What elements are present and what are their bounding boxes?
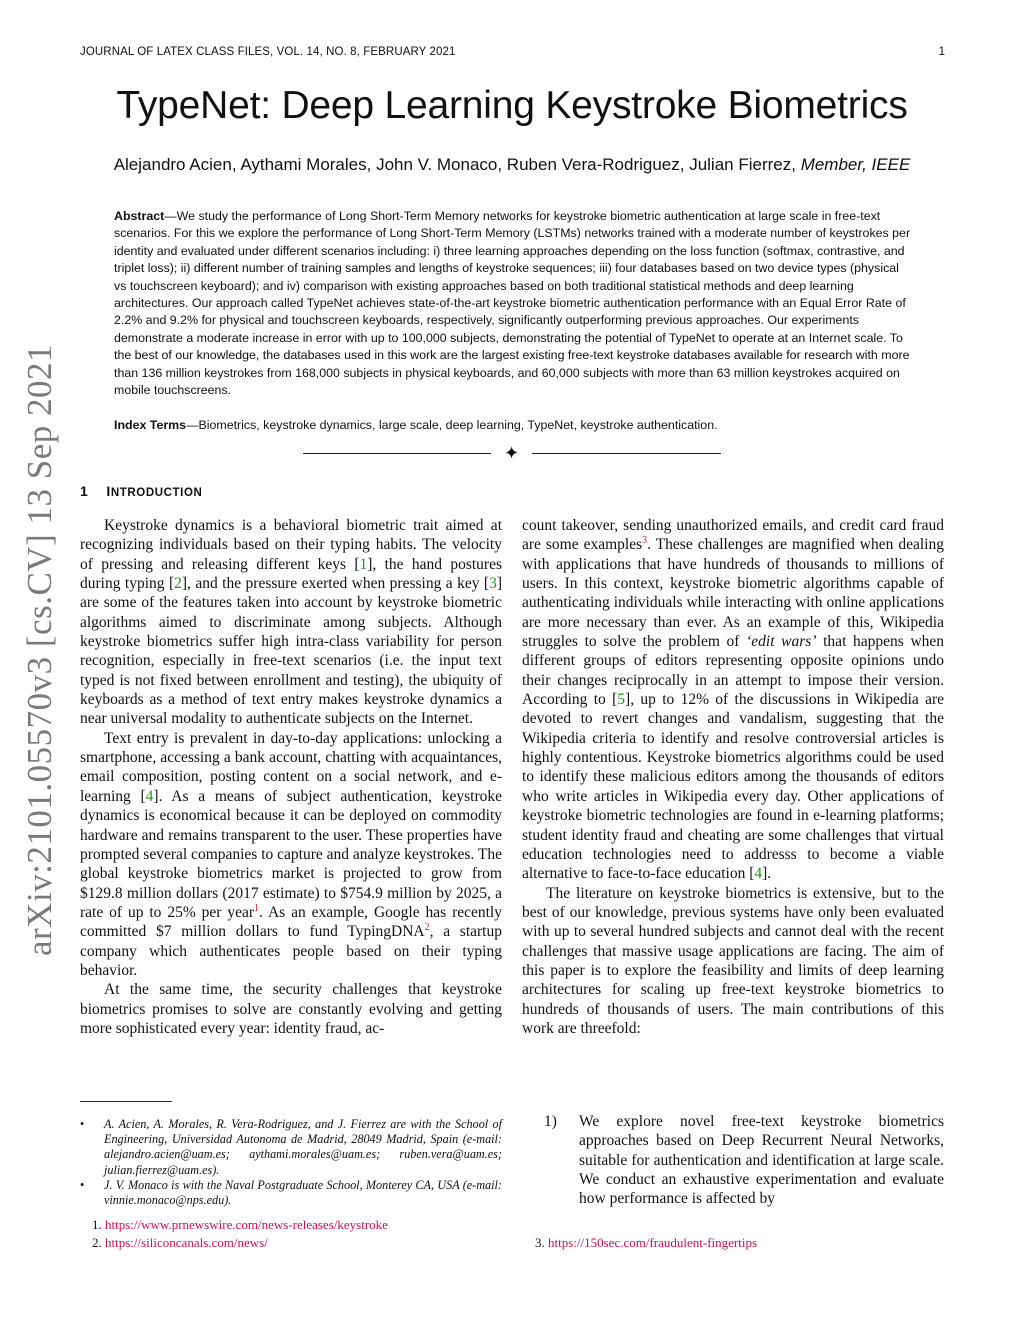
footnote-number: 1. bbox=[92, 1217, 102, 1232]
citation-link[interactable]: 1 bbox=[359, 555, 368, 573]
authors-names: Alejandro Acien, Aythami Morales, John V. Monaco, Ruben Vera-Rodriguez, Julian Fierrez, bbox=[113, 155, 796, 174]
section-number: 1 bbox=[80, 483, 89, 499]
bullet-icon: • bbox=[80, 1178, 85, 1192]
footnote-url-link[interactable]: https://150sec.com/fraudulent-fingertips bbox=[548, 1235, 758, 1250]
bullet-icon: • bbox=[80, 1117, 85, 1131]
index-terms-label: Index Terms bbox=[114, 418, 187, 432]
abstract bbox=[114, 208, 914, 399]
contribution-item bbox=[522, 1112, 944, 1209]
citation-link[interactable]: 4 bbox=[145, 787, 154, 805]
footnote-marker[interactable]: 3 bbox=[642, 535, 648, 547]
running-head: JOURNAL OF LATEX CLASS FILES, VOL. 14, NO. 8, FEBRUARY 2021 bbox=[80, 46, 456, 58]
footnote-url-link[interactable]: https://siliconcanals.com/news/ bbox=[105, 1235, 268, 1250]
separator-rule-left bbox=[303, 453, 491, 454]
contribution-number: 1) bbox=[544, 1113, 557, 1130]
citation-link[interactable]: 4 bbox=[754, 865, 763, 883]
section-heading bbox=[80, 483, 202, 499]
body-right-column bbox=[522, 516, 944, 1038]
abstract-text: —We study the performance of Long Short-Term Memory networks for keystroke biometric authentication at large scale in free-text scenarios. For this we explore the performance of Long Short-Term Memory (LSTMs) networks trained with a moderate number of keystrokes per identity and evaluated under different scenarios including: i) three learning approaches depending on the loss function (softmax, contrastive, and triplet loss); ii) different number of training samples and lengths of keystroke sequences; iii) four databases based on two device types (physical vs touchscreen keyboard); and iv) comparison with existing approaches based on both traditional statistical methods and deep learning architectures. Our approach called TypeNet achieves state-of-the-art keystroke biometric authentication performance with an Equal Error Rate of 2.2% and 9.2% for physical and touchscreen keyboards, respectively, significantly outperforming previous approaches. Our experiments demonstrate a moderate increase in error with up to 100,000 subjects, demonstrating the potential of TypeNet to operate at an Internet scale. To the best of our knowledge, the databases used in this work are the largest existing free-text keystroke databases available for research with more than 136 million keystrokes from 168,000 subjects in physical keyboards, and 60,000 subjects with more than 63 million keystrokes acquired on mobile touchscreens. bbox=[114, 209, 911, 398]
page-number: 1 bbox=[938, 46, 945, 58]
emphasis: ‘edit wars’ bbox=[746, 633, 817, 651]
affiliation-text: J. V. Monaco is with the Naval Postgraduate School, Monterey CA, USA (e-mail: vinnie.monaco@nps.edu). bbox=[104, 1178, 502, 1208]
footnote-url-link[interactable]: https://www.prnewswire.com/news-releases/keystroke bbox=[105, 1217, 388, 1232]
paragraph: At the same time, the security challenges that keystroke biometrics promises to solve are constantly evolving and getting more sophisticated every year: identity fraud, ac- bbox=[80, 981, 502, 1037]
citation-link[interactable]: 3 bbox=[489, 575, 497, 593]
body-left-column bbox=[80, 516, 502, 1038]
paragraph: The literature on keystroke biometrics is extensive, but to the best of our knowledge, previous systems have only been evaluated with up to several hundred subjects and cannot deal with the recent challenges that massive usage applications are facing. The aim of this paper is to explore the feasibility and limits of deep learning architectures for scaling up free-text keystroke biometrics to hundreds of thousands of users. The main contributions of this work are threefold: bbox=[522, 884, 944, 1037]
arxiv-identifier: arXiv:2101.05570v3 [cs.CV] 13 Sep 2021 bbox=[20, 343, 60, 957]
footnote-marker[interactable]: 1 bbox=[254, 902, 260, 914]
footnote-number: 2. bbox=[92, 1235, 102, 1250]
footnote bbox=[535, 1235, 757, 1251]
author-list bbox=[0, 155, 1024, 175]
abstract-label: Abstract bbox=[114, 209, 165, 223]
paragraph: count takeover, sending unauthorized emails, and credit card fraud are some examples$^3$. These challenges are magnified when dealing with applications that have hundreds of thousands to millions of users. In this context, keystroke biometric algorithms capable of authenticating individuals while interacting with online applications are more necessary than ever. As an example of this, Wikipedia struggles to solve the problem of ‘edit wars’ that happens when different groups of editors representing opposite opinions undo their changes reciprocally in an attempt to impose their version. According to [5], up to 12% of the discussions in Wikipedia are devoted to revert changes and vandalism, suggesting that the Wikipedia criteria to identify and resolve controversial articles is highly contentious. Keystroke biometrics algorithms could be used to identify these malicious editors among the thousands of editors who write articles in Wikipedia every day. Other applications of keystroke biometric technologies are found in e-learning platforms; student identity fraud and cheating are some challenges that virtual education technologies need to addresss to become a viable alternative to face-to-face education [4]. bbox=[522, 517, 945, 883]
affiliation-note bbox=[80, 1117, 502, 1178]
section-title-rest: NTRODUCTION bbox=[110, 487, 203, 499]
citation-link[interactable]: 2 bbox=[174, 575, 182, 593]
footnote-rule bbox=[80, 1101, 172, 1102]
affiliation-note bbox=[80, 1178, 502, 1208]
citation-link[interactable]: 5 bbox=[617, 691, 626, 709]
footnote-marker[interactable]: 2 bbox=[424, 922, 430, 934]
index-terms-text: —Biometrics, keystroke dynamics, large scale, deep learning, TypeNet, keystroke authentication. bbox=[186, 418, 718, 432]
authors-membership: Member, IEEE bbox=[800, 155, 911, 174]
paper-title: TypeNet: Deep Learning Keystroke Biometrics bbox=[116, 84, 908, 127]
separator-diamond-icon: ✦ bbox=[504, 443, 520, 463]
affiliation-text: A. Acien, A. Morales, R. Vera-Rodriguez, and J. Fierrez are with the School of Engineering, Universidad Autonoma de Madrid, 28049 Madrid, Spain (e-mail: alejandro.acien@uam.es; aythami.morales@uam.es; ruben.vera@uam.es; julian.fierrez@uam.es). bbox=[104, 1117, 502, 1177]
arxiv-side-stamp bbox=[16, 343, 64, 957]
paragraph: Keystroke dynamics is a behavioral biometric trait aimed at recognizing individuals based on their typing habits. The velocity of pressing and releasing different keys [1], the hand postures during typing [2], and the pressure exerted when pressing a key [3] are some of the features taken into account by keystroke biometric algorithms aimed to discriminate among subjects. Although keystroke biometrics suffer high intra-class variability for person recognition, especially in free-text scenarios (i.e. the input text typed is not fixed between enrollment and testing), the ubiquity of keyboards as a method of text entry makes keystroke dynamics a near universal modality to authenticate subjects on the Internet. bbox=[80, 517, 502, 728]
contribution-text: We explore novel free-text keystroke biometrics approaches based on Deep Recurrent Neural Networks, suitable for authentication and identification at large scale. We conduct an exhaustive experimentation and evaluate how performance is affected by bbox=[579, 1113, 944, 1208]
section-title-initial: I bbox=[106, 483, 111, 499]
footnote-number: 3. bbox=[535, 1235, 545, 1250]
footnote bbox=[92, 1217, 388, 1233]
footnote bbox=[92, 1235, 268, 1251]
index-terms bbox=[114, 417, 914, 434]
paragraph: Text entry is prevalent in day-to-day applications: unlocking a smartphone, accessing a bank account, chatting with acquaintances, email composition, posting content on a social network, and e-learning [4]. As a means of subject authentication, keystroke dynamics is economical because it can be deployed on commodity hardware and remains transparent to the user. These properties have prompted several companies to capture and analyze keystrokes. The global keystroke biometrics market is projected to grow from $129.8 million dollars (2017 estimate) to $754.9 million by 2025, a rate of up to 25% per year$^1$. As an example, Google has recently committed $7 million dollars to fund TypingDNA$^2$, a startup company which authenticates people based on their typing behavior. bbox=[80, 729, 502, 979]
separator-rule-right bbox=[532, 453, 721, 454]
